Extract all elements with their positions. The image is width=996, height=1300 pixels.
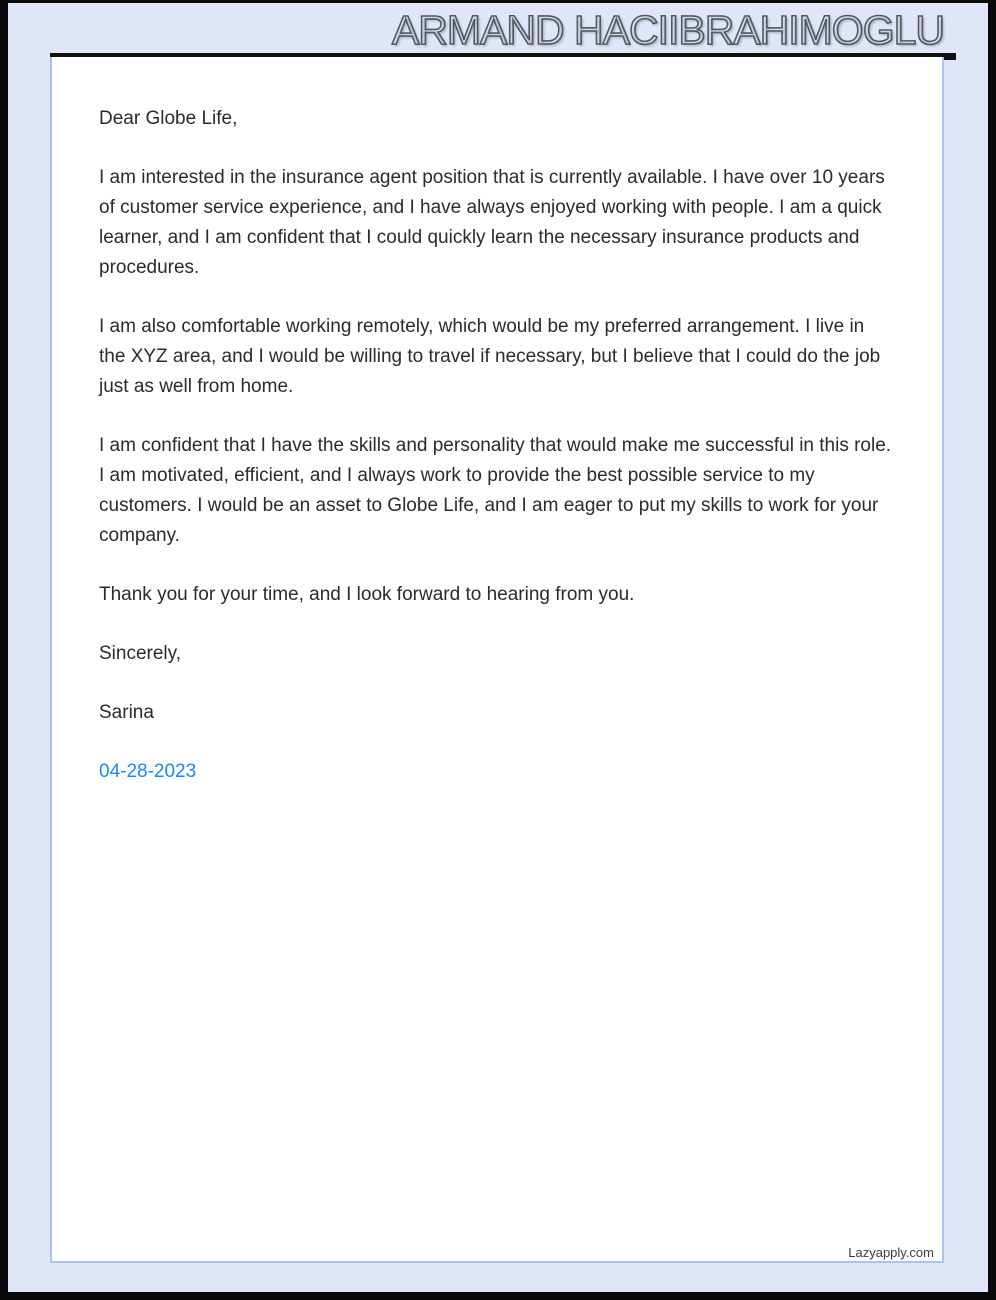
signature: Sarina bbox=[99, 702, 154, 723]
lazyapply-brand: Lazyapply.com bbox=[848, 1245, 934, 1260]
letter-paragraph: Thank you for your time, and I look forward to hearing from you. bbox=[99, 584, 635, 605]
letter-content bbox=[52, 57, 942, 787]
letter-paragraph: I am interested in the insurance agent position that is currently available. I have over 10 years of customer service experience, and I have always enjoyed working with people. I am a quick learner, and I am confident that I could quickly learn the necessary insurance products and procedures. bbox=[99, 167, 885, 278]
closing: Sincerely, bbox=[99, 643, 182, 664]
letter-page bbox=[50, 57, 944, 1263]
header-name: ARMAND HACIIBRAHIMOGLU bbox=[391, 7, 944, 53]
document-background bbox=[8, 3, 988, 1292]
salutation: Dear Globe Life, bbox=[99, 108, 238, 129]
date-link[interactable]: 04-28-2023 bbox=[99, 761, 197, 782]
letter-paragraph: I am confident that I have the skills and personality that would make me successful in this role. I am motivated, efficient, and I always work to provide the best possible service to my customers. I would be an asset to Globe Life, and I am eager to put my skills to work for your company. bbox=[99, 435, 892, 546]
letter-paragraph: I am also comfortable working remotely, which would be my preferred arrangement. I live in the XYZ area, and I would be willing to travel if necessary, but I believe that I could do the job just as well from home. bbox=[99, 316, 881, 397]
